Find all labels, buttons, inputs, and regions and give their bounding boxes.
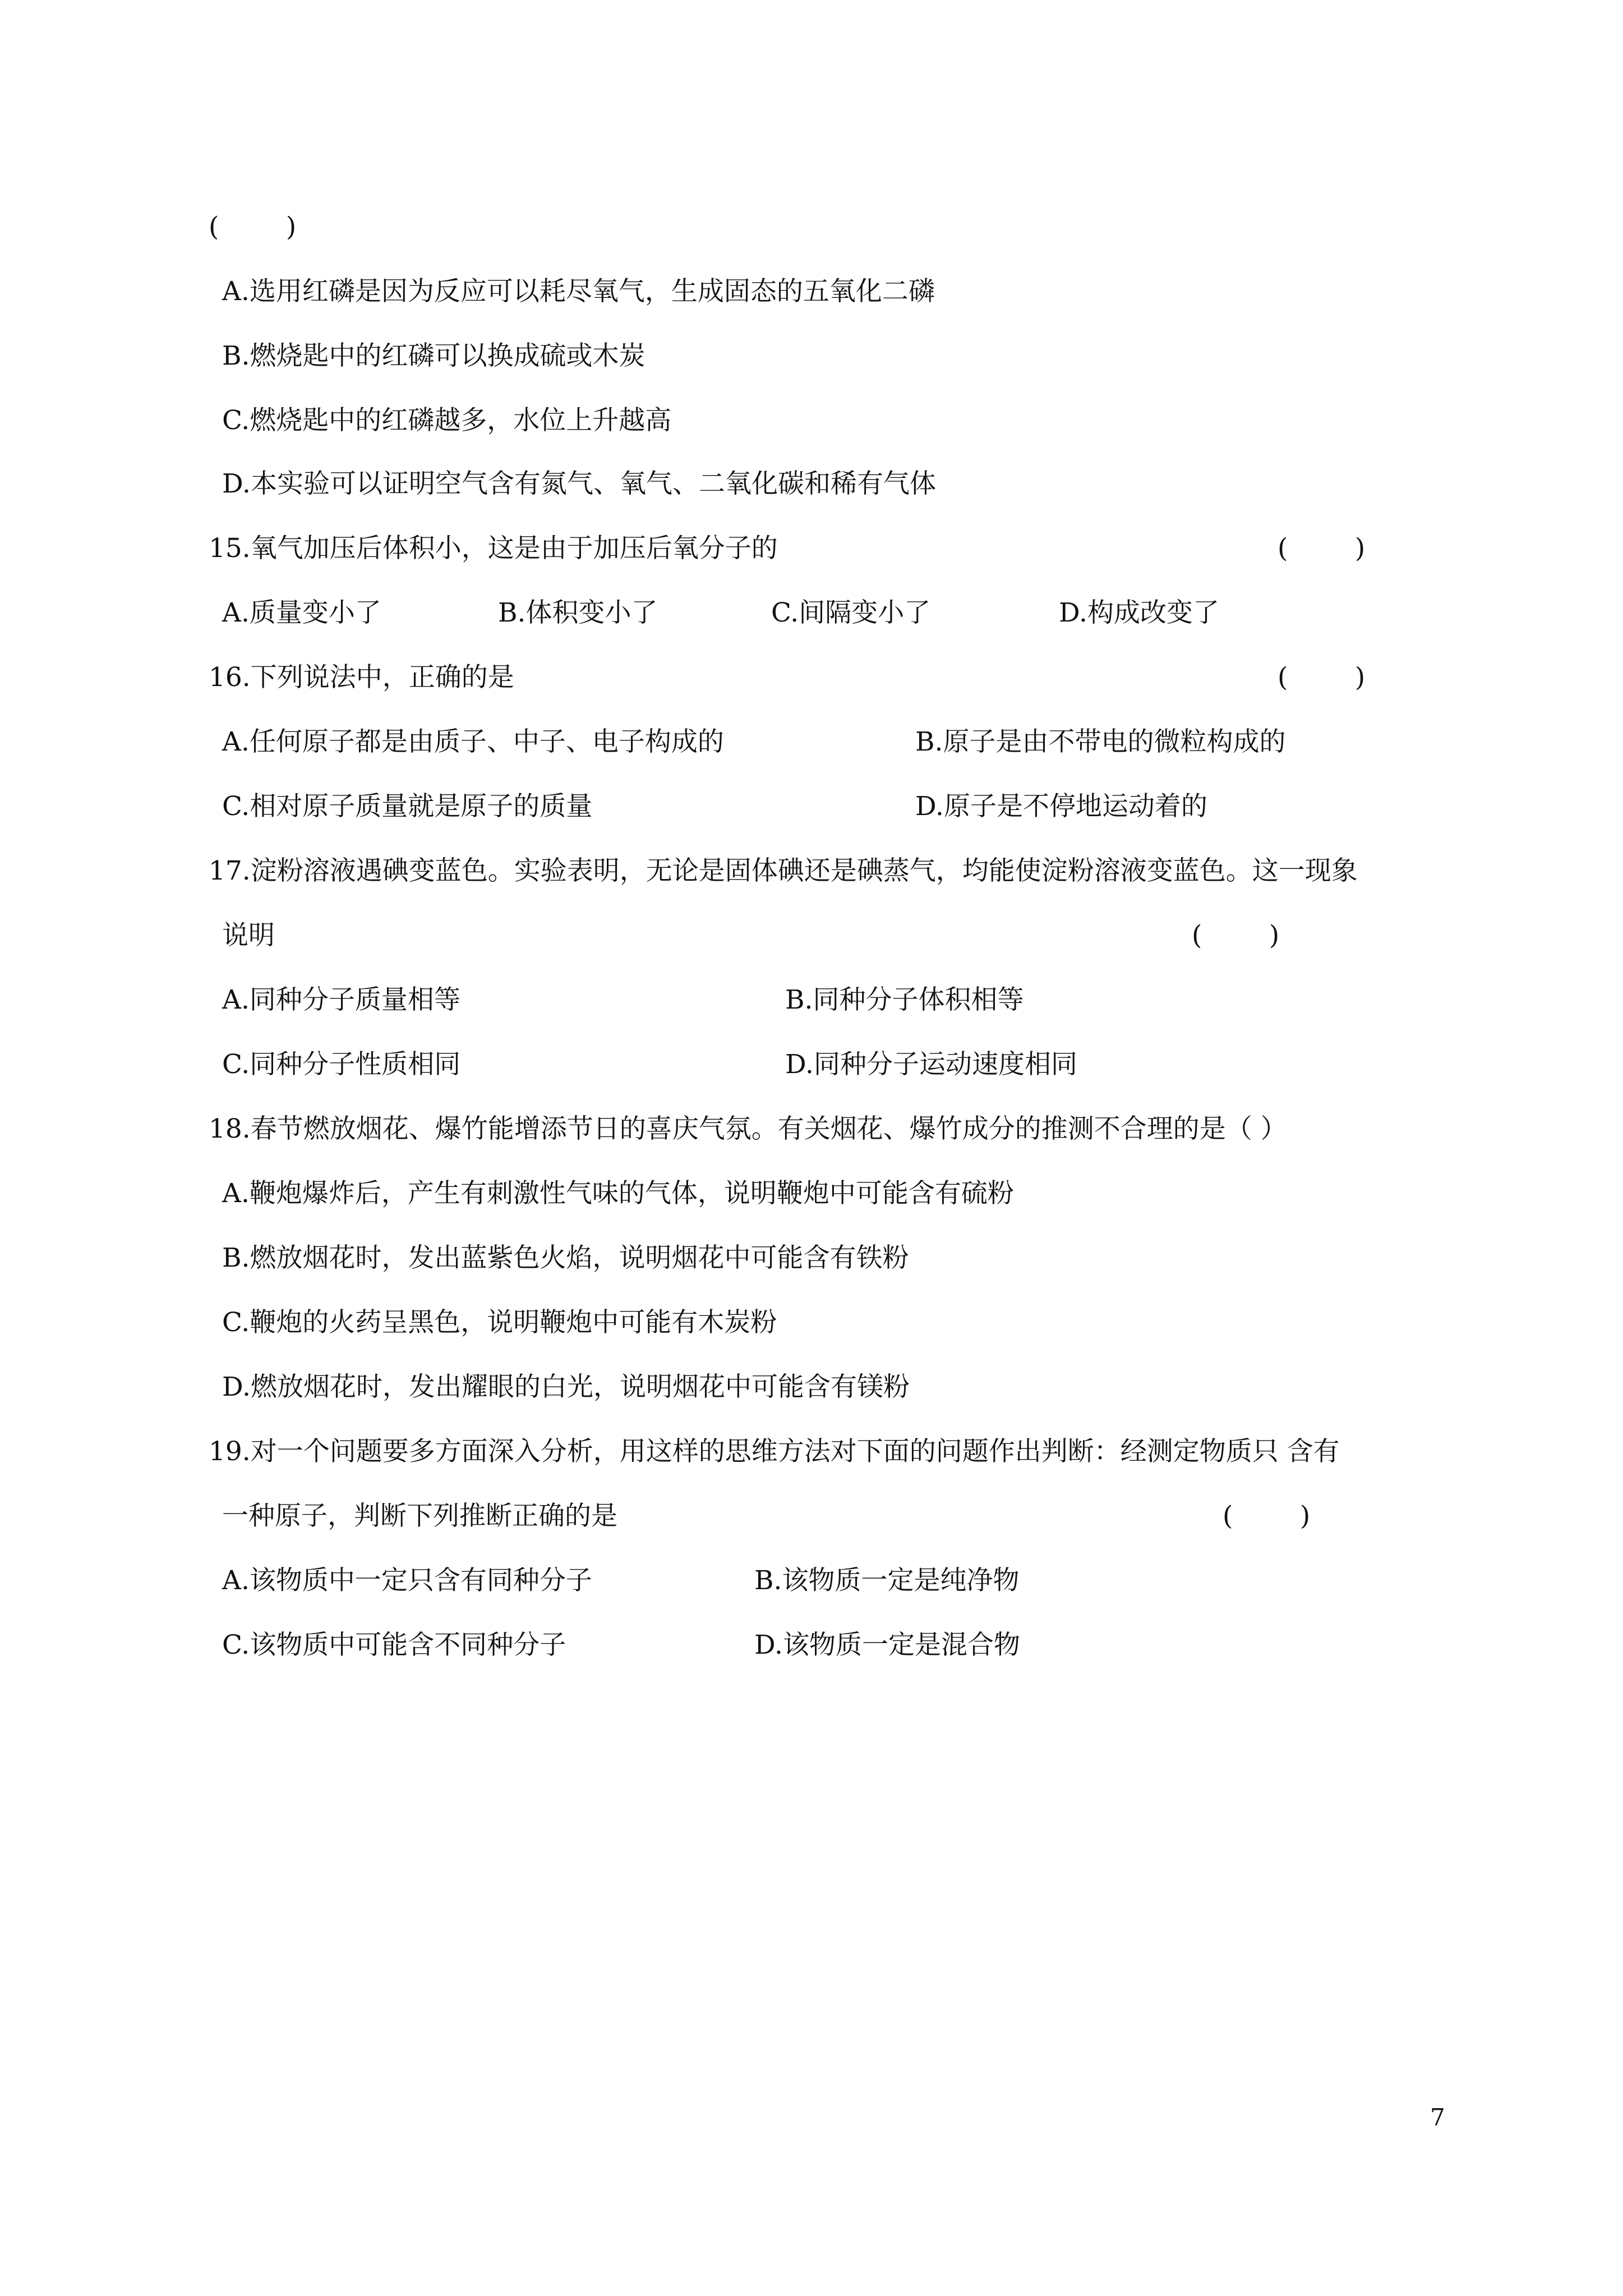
- q17-option-a: A.同种分子质量相等: [222, 984, 460, 1015]
- q17-stem-line1: 17.淀粉溶液遇碘变蓝色。实验表明，无论是固体碘还是碘蒸气，均能使淀粉溶液变蓝色。这一现象: [209, 855, 1358, 886]
- q14-option-b: B.燃烧匙中的红磷可以换成硫或木炭: [222, 341, 645, 371]
- page-number: 7: [1430, 2104, 1445, 2131]
- q15-option-c: C.间隔变小了: [771, 597, 931, 628]
- q19-option-c: C.该物质中可能含不同种分子: [222, 1630, 566, 1660]
- q14-option-d: D.本实验可以证明空气含有氮气、氧气、二氧化碳和稀有气体: [222, 468, 936, 499]
- q15-option-a: A.质量变小了: [222, 597, 381, 628]
- q15-answer-paren: ( ): [1278, 533, 1366, 564]
- q19-option-b: B.该物质一定是纯净物: [754, 1565, 1020, 1596]
- q17-stem-line2: 说明: [222, 920, 275, 951]
- q17-option-d: D.同种分子运动速度相同: [785, 1049, 1077, 1080]
- q17-option-c: C.同种分子性质相同: [222, 1049, 461, 1080]
- q19-stem-line2: 一种原子，判断下列推断正确的是: [222, 1501, 617, 1531]
- q17-answer-paren: ( ): [1192, 920, 1280, 951]
- q18-option-c: C.鞭炮的火药呈黑色，说明鞭炮中可能有木炭粉: [222, 1307, 777, 1338]
- q16-option-d: D.原子是不停地运动着的: [915, 791, 1207, 822]
- q16-option-b: B.原子是由不带电的微粒构成的: [915, 726, 1286, 757]
- q18-option-d: D.燃放烟花时，发出耀眼的白光，说明烟花中可能含有镁粉: [222, 1372, 910, 1402]
- q16-option-a: A.任何原子都是由质子、中子、电子构成的: [222, 726, 724, 757]
- q19-option-d: D.该物质一定是混合物: [754, 1630, 1020, 1660]
- q19-answer-paren: ( ): [1223, 1501, 1311, 1531]
- q19-stem-line1: 19.对一个问题要多方面深入分析，用这样的思维方法对下面的问题作出判断：经测定物质只 含有: [209, 1436, 1340, 1467]
- q17-option-b: B.同种分子体积相等: [785, 984, 1024, 1015]
- q15-option-d: D.构成改变了: [1059, 597, 1219, 628]
- q15-stem: 15.氧气加压后体积小，这是由于加压后氧分子的: [209, 533, 778, 564]
- q19-option-a: A.该物质中一定只含有同种分子: [222, 1565, 592, 1596]
- q14-answer-paren: ( ): [209, 211, 297, 242]
- q15-option-b: B.体积变小了: [498, 597, 658, 628]
- q18-option-b: B.燃放烟花时，发出蓝紫色火焰，说明烟花中可能含有铁粉: [222, 1243, 909, 1273]
- q16-option-c: C.相对原子质量就是原子的质量: [222, 791, 593, 822]
- q16-answer-paren: ( ): [1278, 662, 1366, 693]
- q18-stem: 18.春节燃放烟花、爆竹能增添节日的喜庆气氛。有关烟花、爆竹成分的推测不合理的是（ ）: [209, 1114, 1287, 1144]
- q14-option-c: C.燃烧匙中的红磷越多，水位上升越高: [222, 405, 672, 436]
- q18-option-a: A.鞭炮爆炸后，产生有刺激性气味的气体，说明鞭炮中可能含有硫粉: [222, 1178, 1014, 1209]
- q16-stem: 16.下列说法中，正确的是: [209, 662, 514, 693]
- q14-option-a: A.选用红磷是因为反应可以耗尽氧气，生成固态的五氧化二磷: [222, 276, 935, 307]
